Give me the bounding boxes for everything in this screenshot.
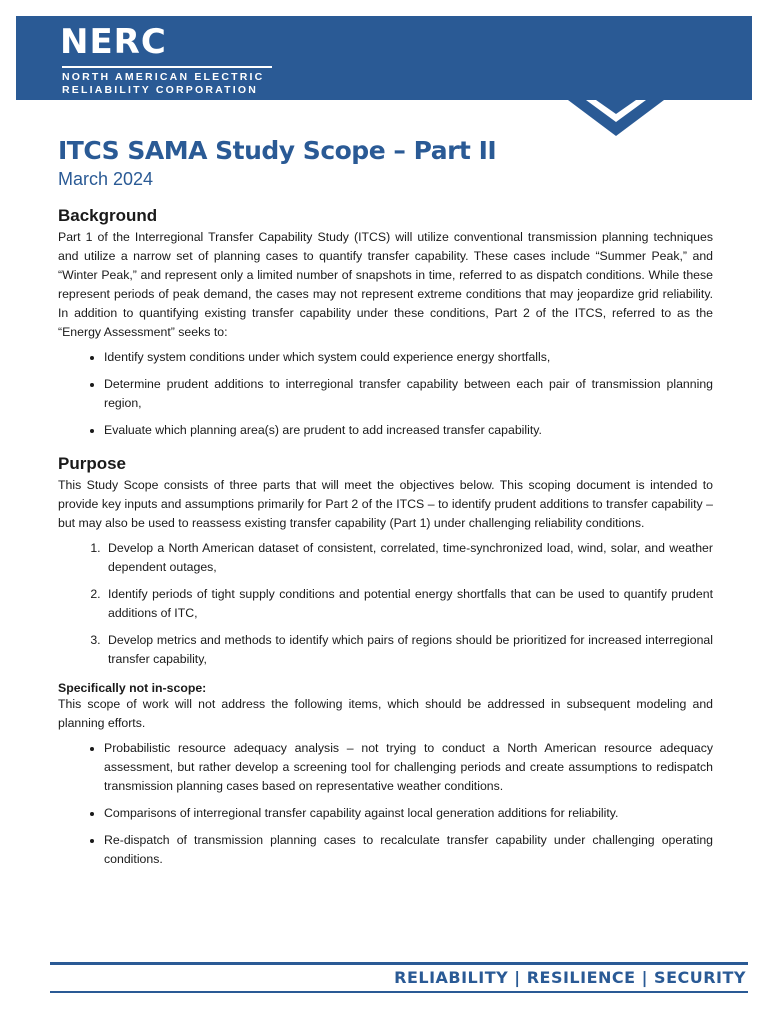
background-bullet-list — [58, 348, 713, 440]
purpose-paragraph: This Study Scope consists of three parts that will meet the objectives below. This scoping document is intended to provide key inputs and assumptions primarily for Part 2 of the ITCS – to identify prudent additions to transfer capability – but may also be used to reassess existing transfer capability (Part 1) under challenging reliability conditions. — [58, 478, 713, 530]
org-name-line2: RELIABILITY CORPORATION — [62, 84, 259, 96]
list-item: • Comparisons of interregional transfer capability against local generation additions for reliability. — [104, 804, 713, 823]
purpose-heading: Purpose — [58, 454, 127, 473]
not-in-scope-heading: Specifically not in-scope: — [58, 681, 207, 695]
not-in-scope-paragraph: This scope of work will not address the following items, which should be addressed in subsequent modeling and planning efforts. — [58, 697, 713, 730]
nerc-logo: NERC — [60, 22, 167, 62]
not-in-scope-bullet-list — [58, 739, 713, 869]
org-name-line1: NORTH AMERICAN ELECTRIC — [62, 71, 265, 83]
document-body — [58, 136, 713, 877]
footer-rule-top — [50, 962, 748, 965]
header-band — [16, 16, 752, 100]
list-item: • Re-dispatch of transmission planning cases to recalculate transfer capability under challenging operating conditions. — [104, 831, 713, 869]
background-paragraph: Part 1 of the Interregional Transfer Capability Study (ITCS) will utilize conventional transmission planning techniques and utilize a narrow set of planning cases to quantify transfer capability. These cases include “Summer Peak,” and “Winter Peak,” and represent only a limited number of snapshots in time, referred to as dispatch conditions. While these represent periods of peak demand, the cases may not represent extreme conditions that may jeopardize grid reliability. In addition to quantifying existing transfer capability under these conditions, Part 2 of the ITCS, referred to as the “Energy Assessment” seeks to: — [58, 230, 713, 339]
list-item: • Probabilistic resource adequacy analysis – not trying to conduct a North American resource adequacy assessment, but rather develop a screening tool for challenging periods and create assumptions to redispatch transmission planning cases based on representative weather conditions. — [104, 739, 713, 796]
list-item: • Identify system conditions under which system could experience energy shortfalls, — [104, 348, 713, 367]
purpose-numbered-list — [58, 539, 713, 669]
chevron-decoration-icon — [568, 100, 664, 140]
document-date: March 2024 — [58, 169, 154, 189]
list-item: 1. Develop a North American dataset of consistent, correlated, time-synchronized load, wind, solar, and weather dependent outages, — [104, 539, 713, 577]
list-item: • Evaluate which planning area(s) are prudent to add increased transfer capability. — [104, 421, 713, 440]
logo-divider — [62, 66, 272, 68]
list-item: 2. Identify periods of tight supply conditions and potential energy shortfalls that can be used to quantify prudent additions of ITC, — [104, 585, 713, 623]
footer-rule-bottom — [50, 991, 748, 993]
background-heading: Background — [58, 206, 158, 225]
list-item: 3. Develop metrics and methods to identify which pairs of regions should be prioritized for increased interregional transfer capability, — [104, 631, 713, 669]
list-item: • Determine prudent additions to interregional transfer capability between each pair of transmission planning region, — [104, 375, 713, 413]
page-title: ITCS SAMA Study Scope – Part II — [58, 136, 497, 165]
footer-tagline: RELIABILITY | RESILIENCE | SECURITY — [394, 968, 746, 987]
